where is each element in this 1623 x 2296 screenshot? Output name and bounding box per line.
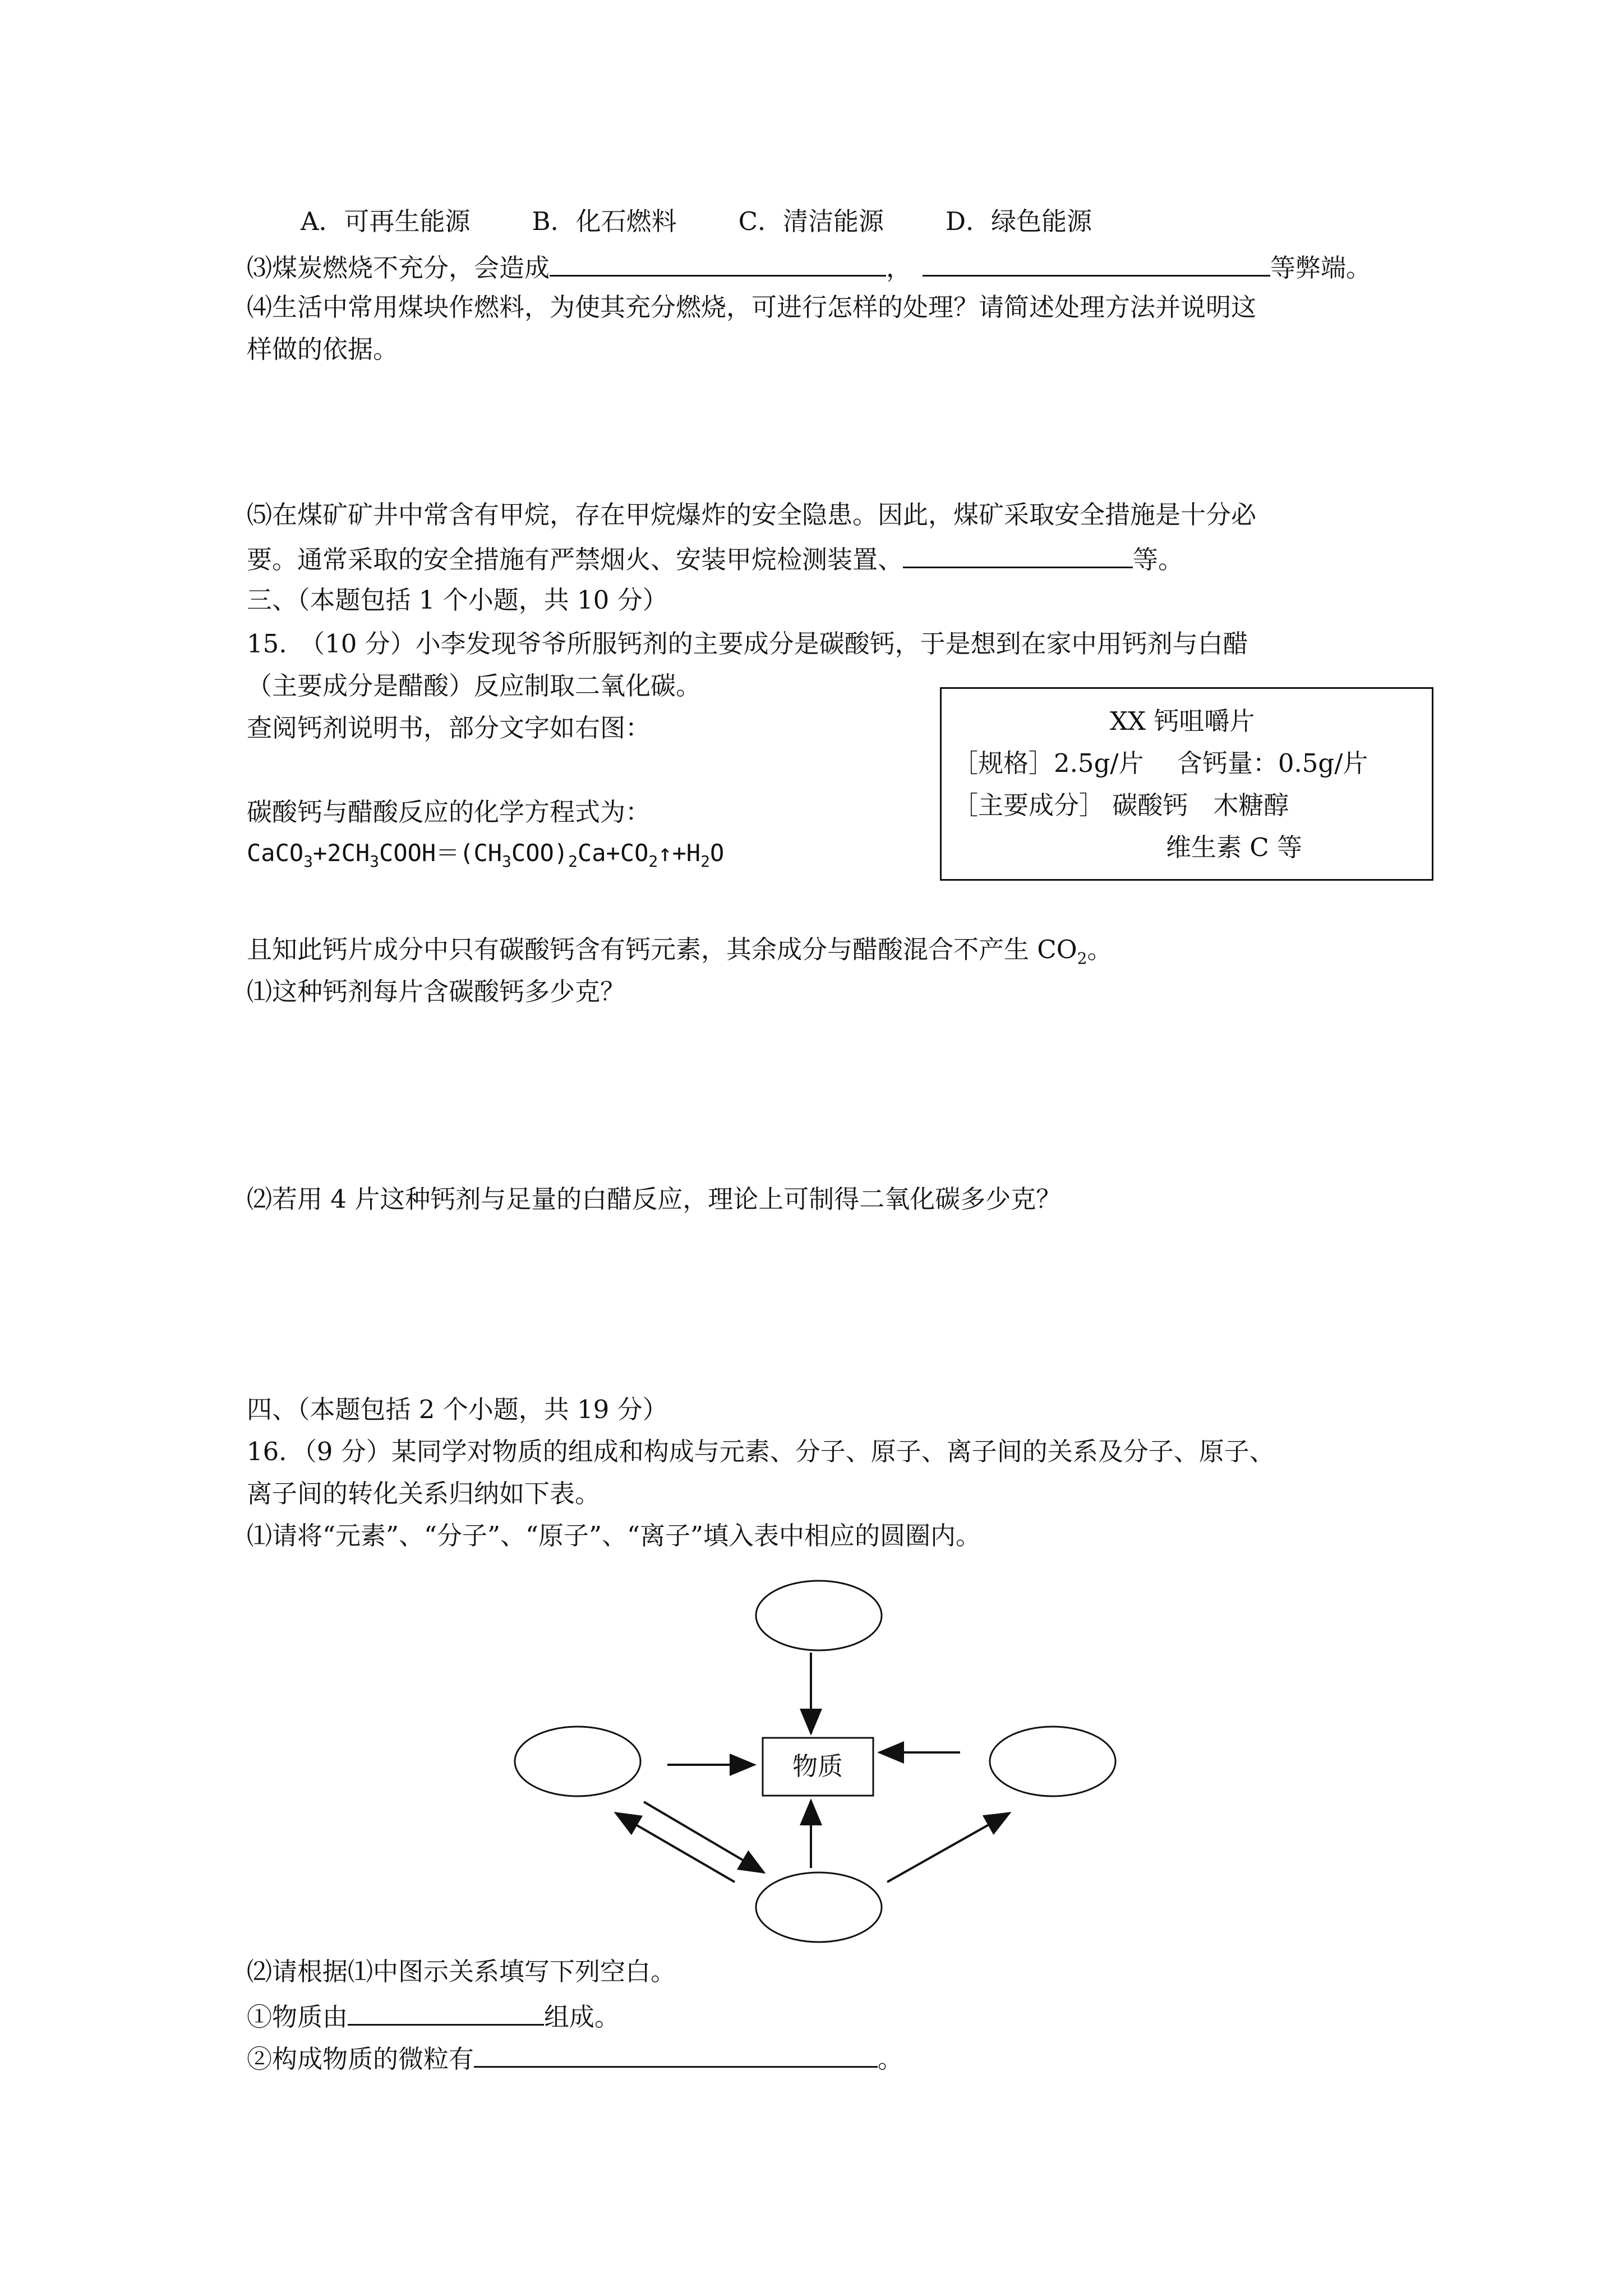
- q14-5-suffix: 等。: [1133, 545, 1184, 574]
- q16-fill2: [247, 2044, 903, 2072]
- option-d: D．绿色能源: [946, 206, 1092, 236]
- q14-4-line2: 样做的依据。: [247, 334, 399, 364]
- arrow-bottom-to-right: [887, 1813, 1009, 1882]
- eq-sub: 3: [303, 852, 313, 871]
- q16-sub2: ⑵请根据⑴中图示关系填写下列空白。: [247, 1957, 676, 1986]
- section-4-heading: 四、（本题包括 2 个小题，共 19 分）: [247, 1395, 668, 1424]
- q16-fill1-prefix: ①物质由: [247, 2002, 348, 2032]
- eq-part: O: [709, 839, 725, 867]
- label-spec: ［规格］2.5g/片 含钙量：0.5g/片: [953, 748, 1368, 778]
- q14-3-sep: ，: [886, 253, 912, 283]
- label-title: XX 钙咀嚼片: [1110, 706, 1255, 736]
- q15-line3: 查阅钙剂说明书，部分文字如右图：: [247, 713, 651, 743]
- label-ingredients: ［主要成分］ 碳酸钙 木糖醇: [953, 790, 1289, 820]
- q14-3-prefix: ⑶煤炭燃烧不充分，会造成: [247, 253, 550, 283]
- eq-sub: 2: [568, 852, 578, 871]
- answer-blank-4[interactable]: [348, 2001, 544, 2026]
- substance-label: 物质: [792, 1751, 843, 1781]
- right-blank-circle[interactable]: [990, 1727, 1115, 1796]
- q15-sub2: ⑵若用 4 片这种钙剂与足量的白醋反应，理论上可制得二氧化碳多少克？: [247, 1184, 1062, 1214]
- q15-equation-intro: 碳酸钙与醋酸反应的化学方程式为：: [247, 797, 651, 827]
- q14-5-prefix: 要。通常采取的安全措施有严禁烟火、安装甲烷检测装置、: [247, 545, 903, 574]
- arrow-left-to-bottom: [644, 1802, 764, 1872]
- q14-5-line1: ⑸在煤矿矿井中常含有甲烷，存在甲烷爆炸的安全隐患。因此，煤矿采取安全措施是十分必: [247, 500, 1257, 530]
- eq-sub: 3: [502, 852, 511, 871]
- option-c: C．清洁能源: [738, 206, 884, 236]
- left-blank-circle[interactable]: [515, 1727, 640, 1796]
- q16-fill2-prefix: ②构成物质的微粒有: [247, 2044, 474, 2074]
- q15-line2: （主要成分是醋酸）反应制取二氧化碳。: [247, 671, 702, 701]
- q16-line2: 离子间的转化关系归纳如下表。: [247, 1479, 601, 1508]
- q14-4-line1: ⑷生活中常用煤块作燃料，为使其充分燃烧，可进行怎样的处理？请简述处理方法并说明这: [247, 292, 1257, 322]
- q16-fill1: [247, 2001, 620, 2030]
- q15-line1: 15. （10 分）小李发现爷爷所服钙剂的主要成分是碳酸钙，于是想到在家中用钙剂与白醋: [247, 629, 1248, 659]
- q16-sub1: ⑴请将“元素”、“分子”、“原子”、“离子”填入表中相应的圆圈内。: [247, 1521, 981, 1550]
- q15-note-sub: 2: [1077, 949, 1087, 968]
- q15-note-text: 且知此钙片成分中只有碳酸钙含有钙元素，其余成分与醋酸混合不产生 CO: [247, 935, 1077, 964]
- q16-fill2-suffix: 。: [878, 2044, 903, 2074]
- eq-part: Ca+CO: [577, 839, 649, 867]
- option-b: B．化石燃料: [532, 206, 677, 236]
- answer-blank-5[interactable]: [474, 2044, 878, 2068]
- bottom-blank-circle[interactable]: [756, 1872, 882, 1942]
- eq-sub: 2: [648, 852, 658, 871]
- q14-3-suffix: 等弊端。: [1270, 253, 1372, 283]
- arrow-bottom-to-left: [616, 1813, 735, 1882]
- q16-fill1-suffix: 组成。: [544, 2002, 620, 2032]
- q15-sub1: ⑴这种钙剂每片含碳酸钙多少克？: [247, 977, 626, 1006]
- eq-part: CaCO: [247, 839, 304, 867]
- top-blank-circle[interactable]: [756, 1581, 882, 1650]
- eq-sub: 3: [370, 852, 380, 871]
- eq-part: COOH＝(CH: [379, 839, 502, 867]
- label-ingredients-2: 维生素 C 等: [1166, 832, 1303, 862]
- eq-part: ↑+H: [658, 839, 701, 867]
- eq-sub: 2: [700, 852, 710, 871]
- q15-note-end: 。: [1087, 935, 1113, 964]
- q16-line1: 16．（9 分）某同学对物质的组成和构成与元素、分子、原子、离子间的关系及分子、原子、: [247, 1437, 1275, 1466]
- section-3-heading: 三、（本题包括 1 个小题，共 10 分）: [247, 585, 668, 615]
- eq-part: +2CH: [313, 839, 370, 867]
- eq-part: COO): [511, 839, 569, 867]
- option-a: A．可再生能源: [301, 206, 471, 236]
